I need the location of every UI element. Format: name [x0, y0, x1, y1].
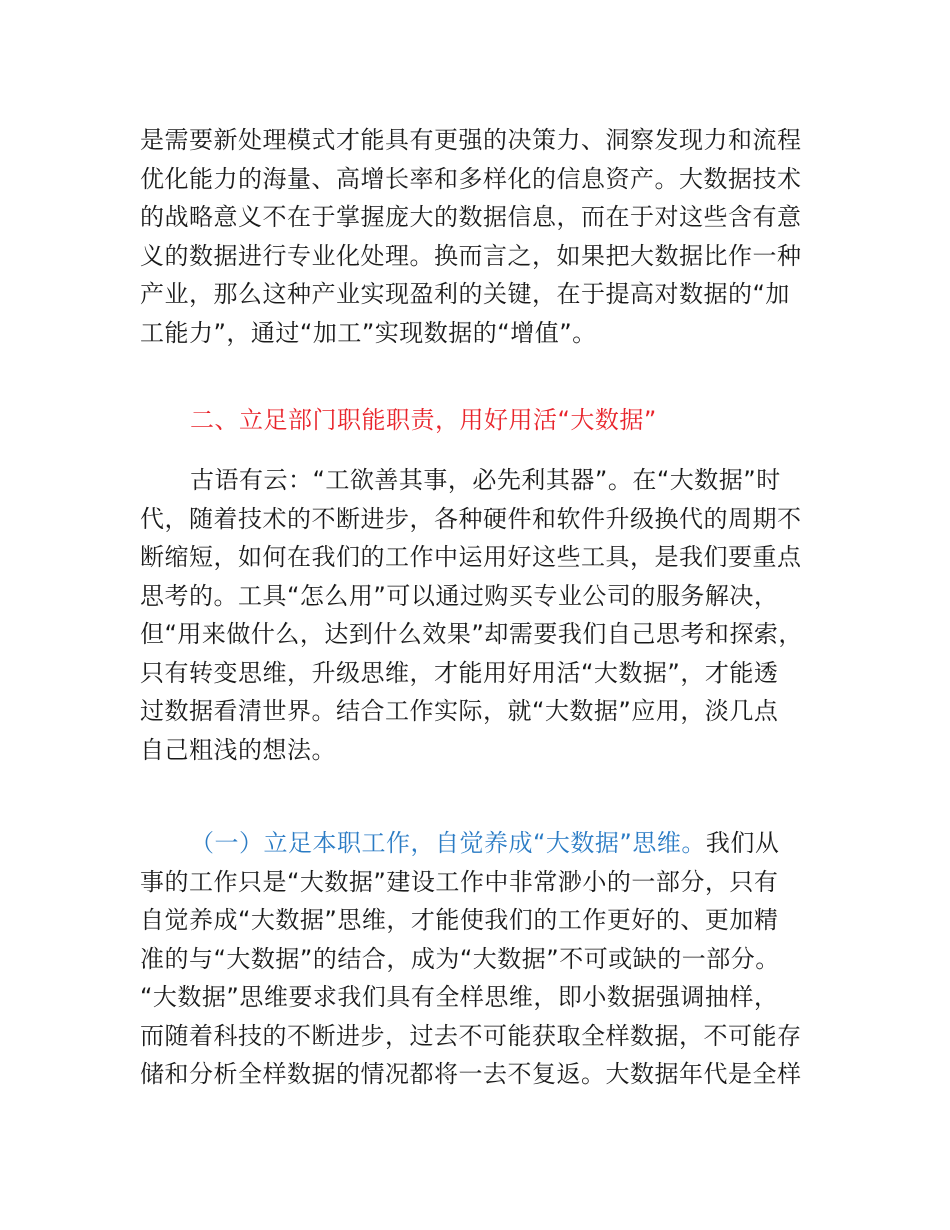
paragraph-line: 但“用来做什么，达到什么效果”却需要我们自己思考和探索， [140, 620, 803, 648]
paragraph-first-line [140, 824, 830, 863]
paragraph-line: 只有转变思维，升级思维，才能用好用活“大数据”，才能透 [140, 658, 779, 687]
paragraph-line: “大数据”思维要求我们具有全样思维，即小数据强调抽样， [140, 983, 779, 1011]
section-heading: 二、立足部门职能职责，用好用活“大数据” [190, 406, 657, 434]
paragraph-line: 古语有云：“工欲善其事，必先利其器”。在“大数据”时 [190, 466, 781, 494]
paragraph-line: 而随着科技的不断进步，过去不可能获取全样数据，不可能存 [140, 1021, 802, 1050]
subheading: （一）立足本职工作，自觉养成“大数据”思维。 [190, 829, 706, 857]
paragraph-line: 的战略意义不在于掌握庞大的数据信息，而在于对这些含有意 [140, 203, 802, 231]
section-heading-block [140, 401, 830, 440]
paragraph-line: 义的数据进行专业化处理。换而言之，如果把大数据比作一种 [140, 241, 802, 270]
paragraph-line: 自己粗浅的想法。 [140, 735, 336, 764]
paragraph-line: 断缩短，如何在我们的工作中运用好这些工具，是我们要重点 [140, 543, 802, 571]
paragraph-line: 优化能力的海量、高增长率和多样化的信息资产。大数据技术 [140, 164, 802, 193]
paragraph-3 [140, 824, 830, 1094]
paragraph-line: 思考的。工具“怎么用”可以通过购买专业公司的服务解决， [140, 581, 779, 610]
paragraph-line: 自觉养成“大数据”思维，才能使我们的工作更好的、更加精 [140, 906, 779, 934]
paragraph-2 [140, 461, 830, 769]
paragraph-line: 事的工作只是“大数据”建设工作中非常渺小的一部分，只有 [140, 867, 779, 896]
paragraph-line: 工能力”，通过“加工”实现数据的“增值”。 [140, 318, 597, 347]
paragraph-line-rest: 我们从 [705, 829, 780, 857]
paragraph-1 [140, 121, 830, 352]
paragraph-line: 产业，那么这种产业实现盈利的关键，在于提高对数据的“加 [140, 280, 790, 308]
paragraph-line: 是需要新处理模式才能具有更强的决策力、洞察发现力和流程 [140, 126, 802, 154]
paragraph-line: 储和分析全样数据的情况都将一去不复返。大数据年代是全样 [140, 1060, 802, 1088]
paragraph-line: 准的与“大数据”的结合，成为“大数据”不可或缺的一部分。 [140, 944, 780, 973]
paragraph-line: 代，随着技术的不断进步，各种硬件和软件升级换代的周期不 [140, 504, 802, 533]
paragraph-line: 过数据看清世界。结合工作实际，就“大数据”应用，淡几点 [140, 697, 779, 725]
